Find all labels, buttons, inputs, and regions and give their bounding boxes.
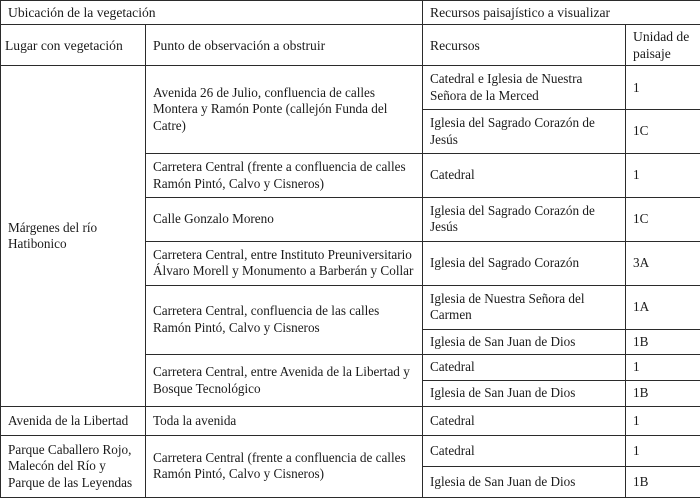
cell-unidad-de-paisaje: 1B (626, 381, 700, 407)
cell-unidad-de-paisaje: 1 (626, 435, 700, 466)
cell-punto-de-observacion: Carretera Central, confluencia de las calles Ramón Pintó, Calvo y Cisneros (146, 285, 423, 355)
cell-lugar-con-vegetacion: Márgenes del río Hatibonico (1, 66, 146, 407)
cell-recurso: Iglesia del Sagrado Corazón de Jesús (423, 198, 626, 242)
table-row (1, 406, 700, 435)
cell-unidad-de-paisaje: 1 (626, 355, 700, 381)
cell-punto-de-observacion: Calle Gonzalo Moreno (146, 198, 423, 242)
column-header-unidad: Unidad de paisaje (626, 25, 700, 66)
cell-recurso: Iglesia de San Juan de Dios (423, 381, 626, 407)
cell-lugar-con-vegetacion: Avenida de la Libertad (1, 406, 146, 435)
cell-unidad-de-paisaje: 1B (626, 329, 700, 355)
cell-recurso: Catedral (423, 406, 626, 435)
cell-punto-de-observacion: Avenida 26 de Julio, confluencia de calles Montera y Ramón Ponte (callejón Funda del Catre) (146, 66, 423, 154)
cell-punto-de-observacion: Carretera Central (frente a confluencia de calles Ramón Pintó, Calvo y Cisneros) (146, 435, 423, 497)
cell-punto-de-observacion: Carretera Central, entre Instituto Preuniversitario Álvaro Morell y Monumento a Barberán y Collar (146, 241, 423, 285)
cell-unidad-de-paisaje: 1C (626, 198, 700, 242)
cell-unidad-de-paisaje: 3A (626, 241, 700, 285)
column-header-punto: Punto de observación a obstruir (146, 25, 423, 66)
cell-recurso: Iglesia del Sagrado Corazón de Jesús (423, 110, 626, 154)
cell-unidad-de-paisaje: 1 (626, 154, 700, 198)
cell-recurso: Iglesia de Nuestra Señora del Carmen (423, 285, 626, 329)
cell-unidad-de-paisaje: 1B (626, 466, 700, 497)
table-column-header-row (1, 25, 700, 66)
column-header-lugar: Lugar con vegetación (1, 25, 146, 66)
cell-punto-de-observacion: Carretera Central (frente a confluencia de calles Ramón Pintó, Calvo y Cisneros) (146, 154, 423, 198)
cell-unidad-de-paisaje: 1A (626, 285, 700, 329)
table-group-header-row (1, 1, 700, 25)
cell-recurso: Iglesia del Sagrado Corazón (423, 241, 626, 285)
group-header-recursos: Recursos paisajístico a visualizar (423, 1, 700, 25)
cell-unidad-de-paisaje: 1 (626, 406, 700, 435)
cell-recurso: Iglesia de San Juan de Dios (423, 329, 626, 355)
cell-punto-de-observacion: Carretera Central, entre Avenida de la Libertad y Bosque Tecnológico (146, 355, 423, 407)
cell-recurso: Catedral (423, 355, 626, 381)
table-body (1, 66, 700, 498)
cell-recurso: Catedral (423, 435, 626, 466)
cell-punto-de-observacion: Toda la avenida (146, 406, 423, 435)
cell-unidad-de-paisaje: 1 (626, 66, 700, 110)
cell-recurso: Catedral e Iglesia de Nuestra Señora de la Merced (423, 66, 626, 110)
cell-unidad-de-paisaje: 1C (626, 110, 700, 154)
cell-recurso: Catedral (423, 154, 626, 198)
cell-lugar-con-vegetacion: Parque Caballero Rojo, Malecón del Río y Parque de las Leyendas (1, 435, 146, 497)
group-header-ubicacion: Ubicación de la vegetación (1, 1, 423, 25)
table-row (1, 66, 700, 110)
column-header-recursos: Recursos (423, 25, 626, 66)
table-header (1, 1, 700, 66)
table-row (1, 435, 700, 466)
cell-recurso: Iglesia de San Juan de Dios (423, 466, 626, 497)
